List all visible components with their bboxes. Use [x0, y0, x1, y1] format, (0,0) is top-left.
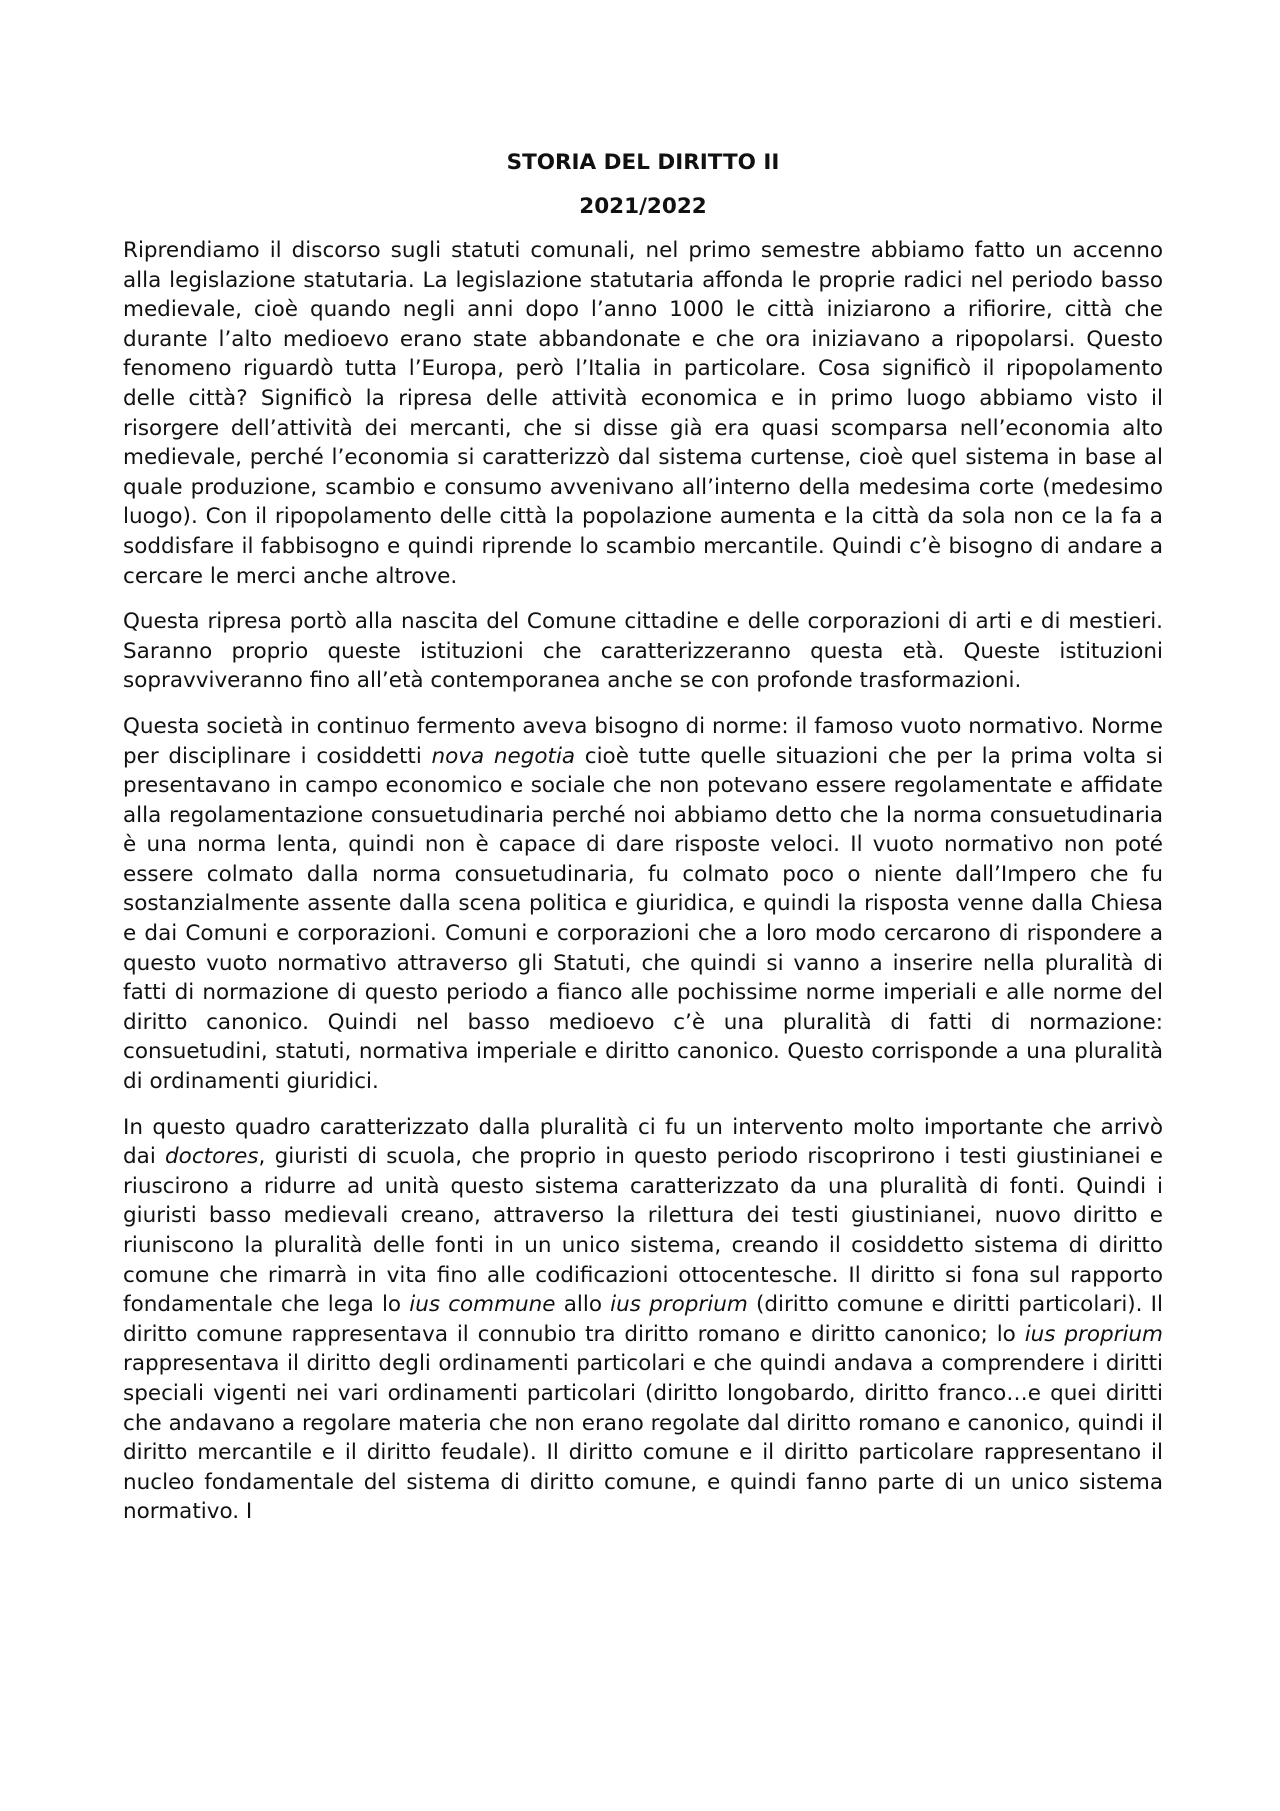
paragraph-text: Riprendiamo il discorso sugli statuti comunali, nel primo semestre abbiamo fatto un accenno alla legislazione statutaria. La legislazione statutaria affonda le proprie radici nel periodo basso medievale, cioè quando negli anni dopo l’anno 1000 le città iniziarono a rifiorire, città che durante l’alto medioevo erano state abbandonate e che ora iniziavano a ripopolarsi. Questo fenomeno riguardò tutta l’Europa, però l’Italia in particolare. Cosa significò il ripopolamento delle città? Significò la ripresa delle attività economica e in primo luogo abbiamo visto il risorgere dell’attività dei mercanti, che si disse già era quasi scomparsa nell’economia alto medievale, perché l’economia si caratterizzò dal sistema curtense, cioè quel sistema in base al quale produzione, scambio e consumo avvenivano all’interno della medesima corte (medesimo luogo). Con il ripopolamento delle città la popolazione aumenta e la città da sola non ce la fa a soddisfare il fabbisogno e quindi riprende lo scambio mercantile. Quindi c’è bisogno di andare a cercare le merci anche altrove.: [123, 238, 1163, 589]
document-title: STORIA DEL DIRITTO II: [506, 150, 780, 175]
paragraph-3: [123, 712, 1163, 1097]
paragraph-text: (diritto comune e diritti particolari). Il diritto comune rappresentava il connubio tra diritto romano e diritto canonico; lo: [123, 1292, 1163, 1347]
paragraph-text: Questa società in continuo fermento aveva bisogno di norme: il famoso vuoto normativo. Norme per disciplinare i cosiddetti: [123, 713, 1163, 769]
paragraph-4: [123, 1113, 1163, 1527]
academic-year: 2021/2022: [579, 194, 707, 219]
document-page: [123, 148, 1163, 1527]
latin-term: doctores: [165, 1144, 259, 1170]
paragraph-text: allo: [555, 1292, 611, 1318]
paragraph-text: In questo quadro caratterizzato dalla pluralità ci fu un intervento molto importante che arrivò dai: [123, 1114, 1163, 1170]
paragraph-2: [123, 607, 1163, 696]
paragraph-text: Questa ripresa portò alla nascita del Comune cittadine e delle corporazioni di arti e di mestieri. Saranno proprio queste istituzioni che caratterizzeranno questa età. Queste istituzioni sopravviveranno fino all’età contemporanea anche se con profonde trasformazioni.: [123, 609, 1163, 694]
paragraph-1: [123, 236, 1163, 591]
paragraph-text: cioè tutte quelle situazioni che per la prima volta si presentavano in campo economico e sociale che non potevano essere regolamentate e affidate alla regolamentazione consuetudinaria perché noi abbiamo detto che la norma consuetudinaria è una norma lenta, quindi non è capace di dare risposte veloci. Il vuoto normativo non poté essere colmato dalla norma consuetudinaria, fu colmato poco o niente dall’Impero che fu sostanzialmente assente dalla scena politica e giuridica, e quindi la risposta venne dalla Chiesa e dai Comuni e corporazioni. Comuni e corporazioni che a loro modo cercarono di rispondere a questo vuoto normativo attraverso gli Statuti, che quindi si vanno a inserire nella pluralità di fatti di normazione di questo periodo a fianco alle pochissime norme imperiali e alle norme del diritto canonico. Quindi nel basso medioevo c’è una pluralità di fatti di normazione: consuetudini, statuti, normativa imperiale e diritto canonico. Questo corrisponde a una pluralità di ordinamenti giuridici.: [123, 743, 1163, 1095]
latin-term: nova negotia: [431, 743, 576, 769]
paragraph-text: , giuristi di scuola, che proprio in questo periodo riscoprirono i testi giustinianei e riuscirono a ridurre ad unità questo sistema caratterizzato da una pluralità di fonti. Quindi i giuristi basso medievali creano, attraverso la rilettura dei testi giustinianei, nuovo diritto e riuniscono la pluralità delle fonti in un unico sistema, creando il cosiddetto sistema di diritto comune che rimarrà in vita fino alle codificazioni ottocentesche. Il diritto si fona sul rapporto fondamentale che lega lo: [123, 1144, 1163, 1318]
latin-term: ius proprium: [1024, 1321, 1164, 1347]
paragraph-text: rappresentava il diritto degli ordinamenti particolari e che quindi andava a comprendere i diritti speciali vigenti nei vari ordinamenti particolari (diritto longobardo, diritto franco…e quei diritti che andavano a regolare materia che non erano regolate dal diritto romano e canonico, quindi il diritto mercantile e il diritto feudale). Il diritto comune e il diritto particolare rappresentano il nucleo fondamentale del sistema di diritto comune, e quindi fanno parte di un unico sistema normativo. I: [123, 1351, 1163, 1525]
latin-term: ius commune: [409, 1292, 556, 1318]
latin-term: ius proprium: [610, 1292, 748, 1318]
